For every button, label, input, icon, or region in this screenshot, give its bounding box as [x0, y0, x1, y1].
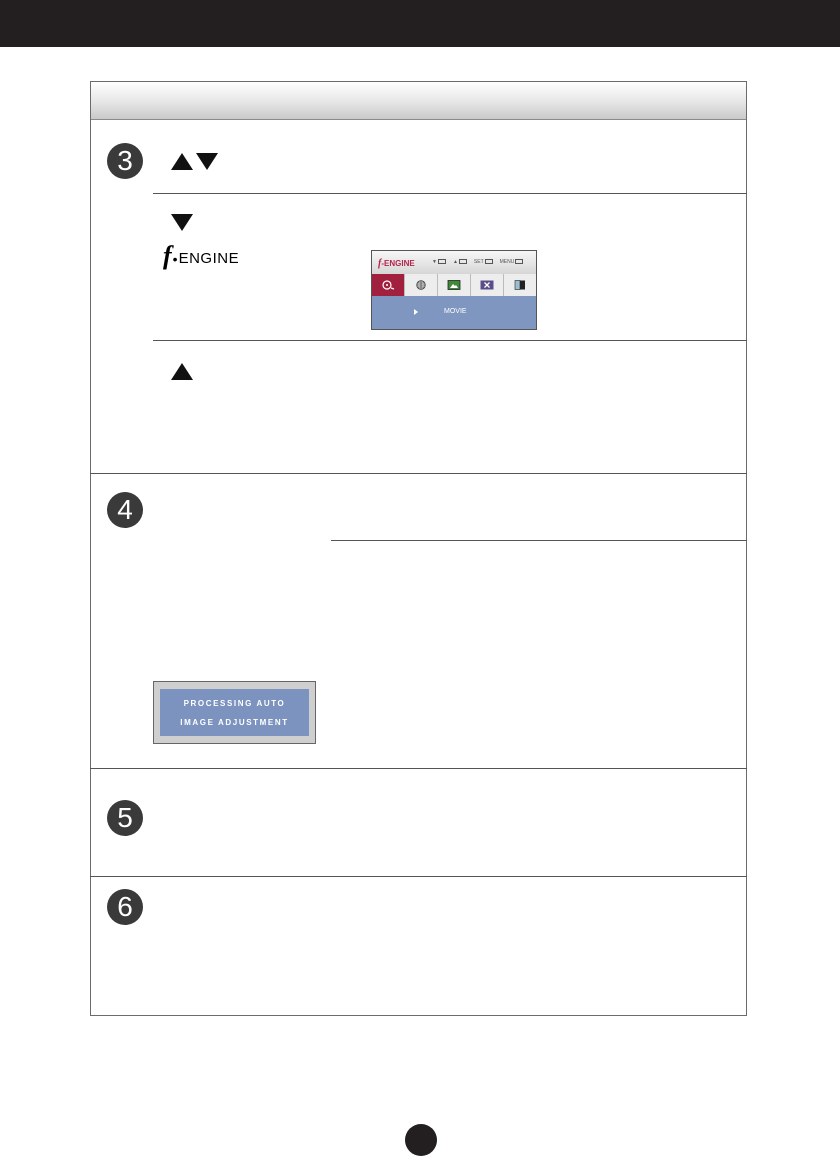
contrast-icon [504, 274, 536, 296]
processing-line-1: PROCESSING AUTO [183, 699, 286, 708]
step-number-3: 3 [107, 143, 143, 179]
table-header [91, 82, 746, 120]
osd-logo-label: -ENGINE [381, 259, 415, 268]
up-arrow-icon [171, 153, 193, 170]
top-header-bar [0, 0, 840, 47]
step-number-5: 5 [107, 800, 143, 836]
divider-row4 [90, 473, 747, 474]
fengine-osd-screenshot [371, 250, 537, 330]
osd-key-guide [432, 259, 523, 265]
osd-mode-icons [372, 274, 536, 296]
divider-row3-b [153, 340, 747, 341]
down-arrow-icon [196, 153, 218, 170]
divider-row3-a [153, 193, 747, 194]
osd-logo-mark: f [378, 258, 382, 269]
up-arrow-icon [171, 363, 193, 380]
osd-fengine-logo [378, 258, 415, 269]
osd-mode-label: MOVIE [444, 308, 467, 315]
osd-up-key: ▲ [453, 259, 467, 265]
osd-menu-key: MENU [500, 259, 524, 265]
divider-row5 [90, 768, 747, 769]
divider-row6 [90, 876, 747, 877]
fengine-dot: • [172, 251, 178, 267]
picture-icon [438, 274, 471, 296]
osd-mode-panel [372, 296, 536, 329]
osd-title-bar [372, 251, 536, 274]
osd-set-key: SET [474, 259, 493, 265]
osd-down-key: ▼ [432, 259, 446, 265]
step-number-6: 6 [107, 889, 143, 925]
fengine-label: ENGINE [178, 250, 240, 267]
cancel-icon [471, 274, 504, 296]
fengine-button-logo [163, 241, 240, 270]
processing-message-box [153, 681, 316, 744]
movie-icon [372, 274, 405, 296]
page-number-marker [405, 1124, 437, 1156]
fengine-mark: f [163, 241, 172, 270]
internet-icon [405, 274, 438, 296]
processing-line-2: IMAGE ADJUSTMENT [180, 718, 289, 727]
processing-panel [160, 689, 309, 736]
divider-row4-inner [331, 540, 747, 541]
osd-pointer-icon [414, 309, 418, 315]
step-number-4: 4 [107, 492, 143, 528]
down-arrow-icon [171, 214, 193, 231]
